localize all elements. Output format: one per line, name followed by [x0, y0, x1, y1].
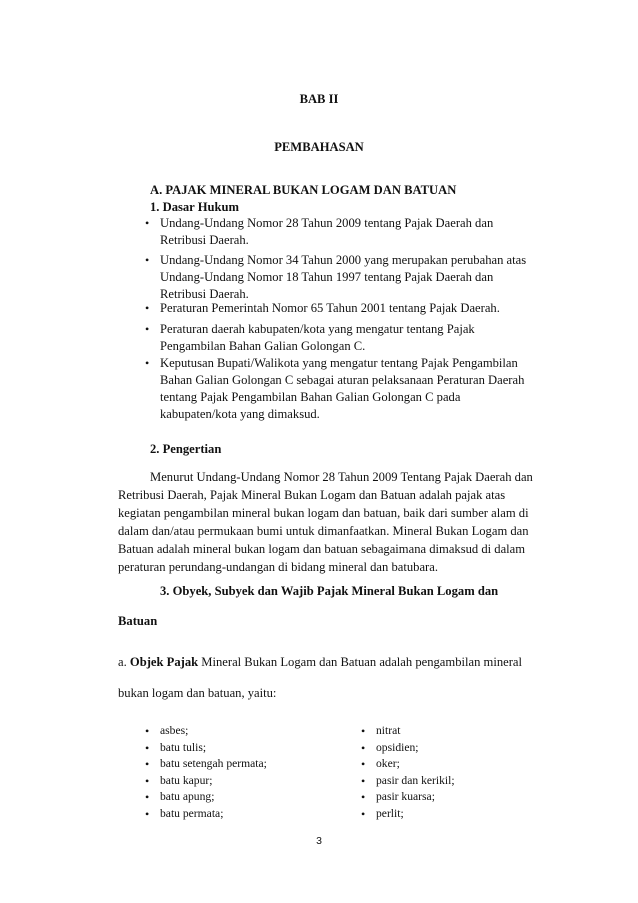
list-item: • opsidien; [376, 740, 455, 757]
legal-basis-item-5 [160, 356, 524, 422]
legal-basis-line: • Undang-Undang Nomor 28 Tahun 2009 tentang Pajak Daerah dan [160, 216, 494, 230]
definition-line: dalam dan/atau permukaan bumi untuk dimanfaatkan. Mineral Bukan Logam dan [118, 524, 529, 538]
subsection-1-heading: 1. Dasar Hukum [150, 200, 239, 214]
mineral-list-left [160, 723, 267, 823]
subsection-2-heading: 2. Pengertian [150, 442, 222, 456]
legal-basis-line: Bahan Galian Golongan C sebagai aturan pelaksanaan Peraturan Daerah [160, 373, 525, 387]
legal-basis-item-3 [160, 301, 500, 316]
page-number: 3 [316, 835, 322, 847]
list-item: • perlit; [376, 806, 455, 823]
chapter-title: PEMBAHASAN [274, 140, 364, 154]
legal-basis-line: • Peraturan Pemerintah Nomor 65 Tahun 2001 tentang Pajak Daerah. [160, 301, 500, 315]
definition-line: kegiatan pengambilan mineral bukan logam dan batuan, baik dari sumber alam di [118, 506, 529, 520]
definition-line: peraturan perundang-undangan di bidang mineral dan batubara. [118, 560, 438, 574]
list-item: • batu apung; [160, 789, 267, 806]
definition-line: Menurut Undang-Undang Nomor 28 Tahun 2009 Tentang Pajak Daerah dan [150, 470, 533, 484]
objek-label: Objek Pajak [129, 655, 199, 669]
definition-line: Batuan adalah mineral bukan logam dan batuan sebagaimana dimaksud di dalam [118, 542, 526, 556]
legal-basis-line: • Peraturan daerah kabupaten/kota yang mengatur tentang Pajak [160, 322, 475, 336]
objek-pajak-line [118, 655, 522, 670]
legal-basis-item-1 [160, 216, 493, 248]
list-item: • batu tulis; [160, 740, 267, 757]
subsection-3-heading: 3. Obyek, Subyek dan Wajib Pajak Mineral Bukan Logam dan [160, 584, 499, 598]
list-item: • batu permata; [160, 806, 267, 823]
list-item: • nitrat [376, 723, 455, 740]
list-item: • batu setengah permata; [160, 756, 267, 773]
list-item: • oker; [376, 756, 455, 773]
subsection-3-heading-cont: Batuan [118, 614, 158, 628]
legal-basis-line: • Undang-Undang Nomor 34 Tahun 2000 yang merupakan perubahan atas [160, 253, 527, 267]
chapter-heading: BAB II [299, 92, 339, 106]
legal-basis-line: • Keputusan Bupati/Walikota yang mengatur tentang Pajak Pengambilan [160, 356, 518, 370]
legal-basis-line: Retribusi Daerah. [160, 287, 249, 301]
legal-basis-line: Undang-Undang Nomor 18 Tahun 1997 tentang Pajak Daerah dan [160, 270, 494, 284]
list-item: • pasir dan kerikil; [376, 773, 455, 790]
list-item: • batu kapur; [160, 773, 267, 790]
list-item: • asbes; [160, 723, 267, 740]
mineral-list-right [376, 723, 455, 823]
definition-line: Retribusi Daerah, Pajak Mineral Bukan Logam dan Batuan adalah pajak atas [118, 488, 506, 502]
legal-basis-line: Retribusi Daerah. [160, 233, 249, 247]
objek-pajak-line-2: bukan logam dan batuan, yaitu: [118, 686, 277, 700]
list-item: • pasir kuarsa; [376, 789, 455, 806]
legal-basis-item-4 [160, 322, 475, 354]
legal-basis-line: tentang Pajak Pengambilan Bahan Galian Golongan C pada [160, 390, 461, 404]
objek-prefix: a. [118, 655, 127, 669]
objek-text: Mineral Bukan Logam dan Batuan adalah pengambilan mineral [201, 655, 522, 669]
legal-basis-line: Pengambilan Bahan Galian Golongan C. [160, 339, 366, 353]
legal-basis-item-2 [160, 253, 526, 302]
legal-basis-line: kabupaten/kota yang dimaksud. [160, 407, 320, 421]
section-a-heading: A. PAJAK MINERAL BUKAN LOGAM DAN BATUAN [150, 183, 457, 197]
